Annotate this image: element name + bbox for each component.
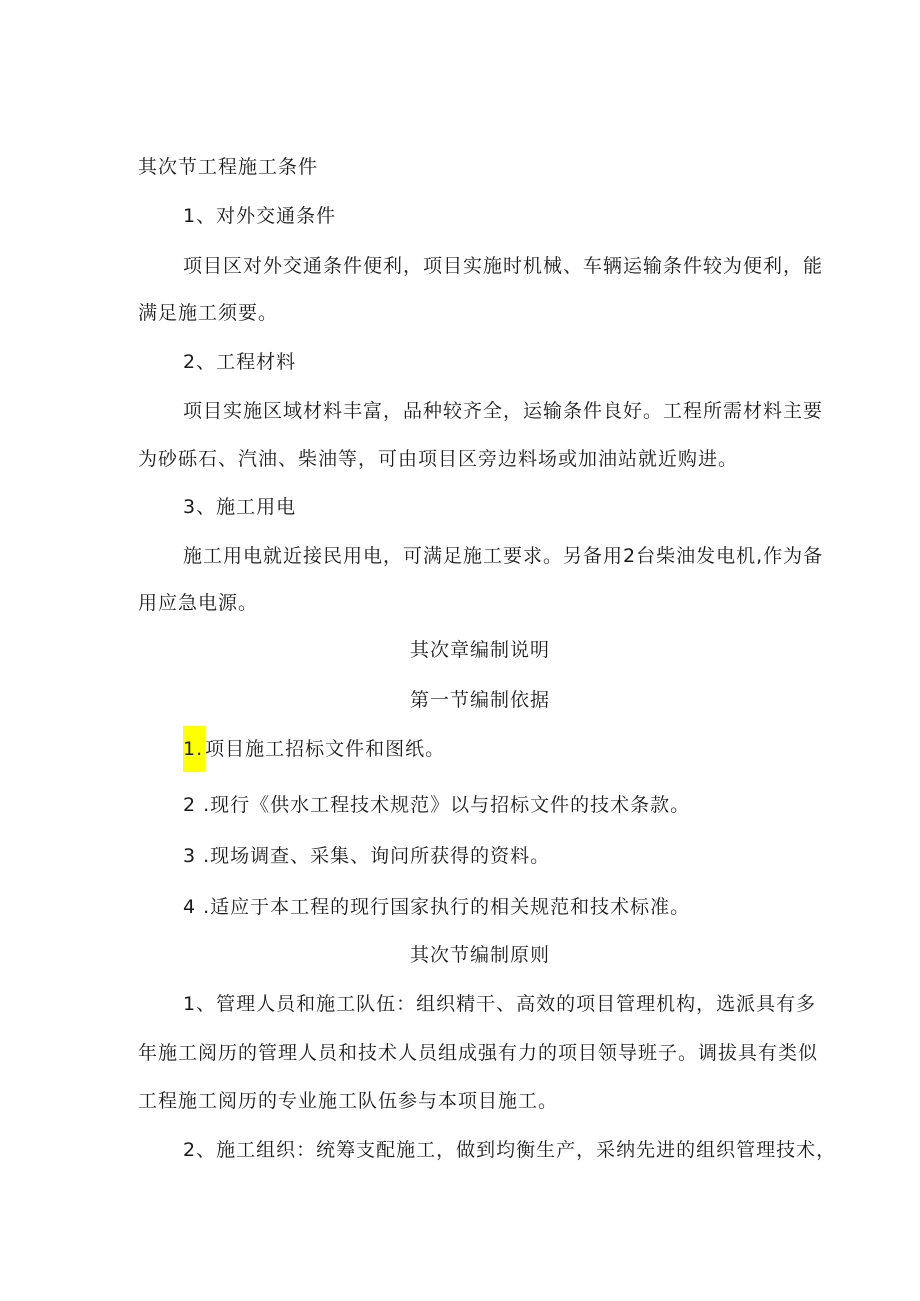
basis-item-2: 2 .现行《供水工程技术规范》以与招标文件的技术条款。: [183, 794, 691, 816]
item2-paragraph-line2: 为砂砾石、汽油、柴油等，可由项目区旁边料场或加油站就近购进。: [138, 448, 739, 470]
section2-title: 其次节编制原则: [409, 944, 550, 966]
principle1-line2: 年施工阅历的管理人员和技术人员组成强有力的项目领导班子。调拔具有类似: [138, 1042, 819, 1064]
highlighted-number: 1.: [183, 726, 205, 772]
item1-title: 1、对外交通条件: [183, 205, 337, 227]
item1-paragraph-line2: 满足施工须要。: [138, 302, 279, 324]
item3-paragraph-line2: 用应急电源。: [138, 592, 259, 614]
item3-title: 3、施工用电: [183, 496, 297, 518]
basis-item-4: 4 .适应于本工程的现行国家执行的相关规范和技术标准。: [183, 896, 691, 918]
principle1-line1: 1、管理人员和施工队伍：组织精干、高效的项目管理机构，选派具有多: [183, 993, 817, 1015]
item1-paragraph-line1: 项目区对外交通条件便利，项目实施时机械、车辆运输条件较为便利，能: [183, 255, 824, 277]
section-heading: 其次节工程施工条件: [138, 156, 319, 178]
basis-item-3: 3 .现场调查、采集、询问所获得的资料。: [183, 845, 551, 867]
principle2-line1: 2、施工组织：统筹支配施工，做到均衡生产，采纳先进的组织管理技术，: [183, 1139, 837, 1161]
basis-item-1: [183, 736, 445, 772]
basis-item-1-text: 项目施工招标文件和图纸。: [205, 738, 446, 760]
principle1-line3: 工程施工阅历的专业施工队伍参与本项目施工。: [138, 1090, 559, 1112]
chapter-title: 其次章编制说明: [409, 639, 550, 661]
section1-title: 第一节编制依据: [409, 689, 550, 711]
item2-paragraph-line1: 项目实施区域材料丰富，品种较齐全，运输条件良好。工程所需材料主要: [183, 400, 824, 422]
item3-paragraph-line1: 施工用电就近接民用电，可满足施工要求。另备用2台柴油发电机,作为备: [183, 545, 824, 567]
item2-title: 2、工程材料: [183, 351, 297, 373]
